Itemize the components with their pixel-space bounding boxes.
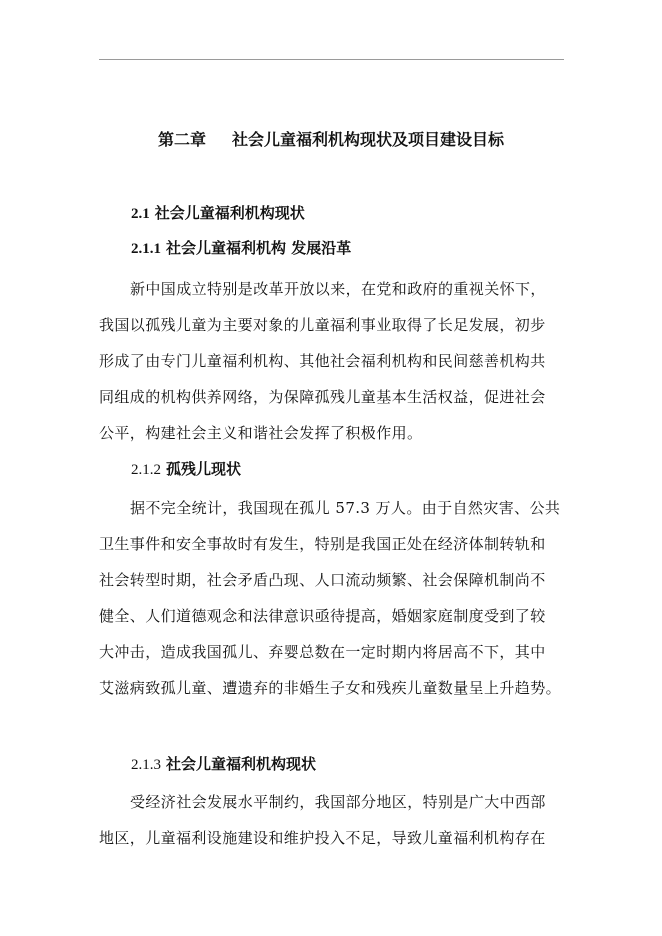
paragraph-line: 社会转型时期，社会矛盾凸现、人口流动频繁、社会保障机制尚不 bbox=[99, 571, 546, 589]
section-number: 2.1.3 bbox=[131, 757, 161, 773]
chapter-title-text: 社会儿童福利机构现状及项目建设目标 bbox=[232, 130, 505, 149]
paragraph-line: 艾滋病致孤儿童、遭遗弃的非婚生子女和残疾儿童数量呈上升趋势。 bbox=[99, 679, 562, 697]
section-number: 2.1 bbox=[131, 206, 150, 222]
paragraph-line: 我国以孤残儿童为主要对象的儿童福利事业取得了长足发展，初步 bbox=[99, 316, 546, 334]
section-title: 社会儿童福利机构 发展沿革 bbox=[166, 239, 352, 257]
chapter-number: 第二章 bbox=[157, 130, 206, 149]
paragraph-line: 新中国成立特别是改革开放以来，在党和政府的重视关怀下， bbox=[130, 280, 546, 298]
paragraph-line: 同组成的机构供养网络，为保障孤残儿童基本生活权益，促进社会 bbox=[99, 388, 546, 406]
section-title: 社会儿童福利机构现状 bbox=[166, 755, 317, 773]
section-heading-2-1-2 bbox=[131, 457, 241, 482]
chapter-title bbox=[0, 128, 662, 152]
paragraph-line: 大冲击，造成我国孤儿、弃婴总数在一定时期内将居高不下，其中 bbox=[99, 643, 546, 661]
section-title: 孤残儿现状 bbox=[166, 460, 242, 478]
paragraph-line: 受经济社会发展水平制约，我国部分地区，特别是广大中西部 bbox=[130, 793, 546, 811]
paragraph-line: 形成了由专门儿童福利机构、其他社会福利机构和民间慈善机构共 bbox=[99, 352, 546, 370]
header-rule bbox=[99, 59, 564, 60]
section-number: 2.1.1 bbox=[131, 241, 161, 257]
paragraph-line: 地区，儿童福利设施建设和维护投入不足，导致儿童福利机构存在 bbox=[99, 829, 546, 847]
section-heading-2-1-3 bbox=[131, 752, 316, 777]
section-number: 2.1.2 bbox=[131, 462, 161, 478]
paragraph-line: 据不完全统计，我国现在孤儿 57.3 万人。由于自然灾害、公共 bbox=[130, 499, 561, 517]
section-heading-2-1-1 bbox=[131, 236, 351, 261]
section-heading-2-1 bbox=[131, 201, 305, 226]
paragraph-line: 健全、人们道德观念和法律意识亟待提高，婚姻家庭制度受到了较 bbox=[99, 607, 546, 625]
section-title: 社会儿童福利机构现状 bbox=[154, 204, 305, 222]
paragraph-line: 卫生事件和安全事故时有发生，特别是我国正处在经济体制转轨和 bbox=[99, 535, 546, 553]
paragraph-line: 公平，构建社会主义和谐社会发挥了积极作用。 bbox=[99, 424, 423, 442]
